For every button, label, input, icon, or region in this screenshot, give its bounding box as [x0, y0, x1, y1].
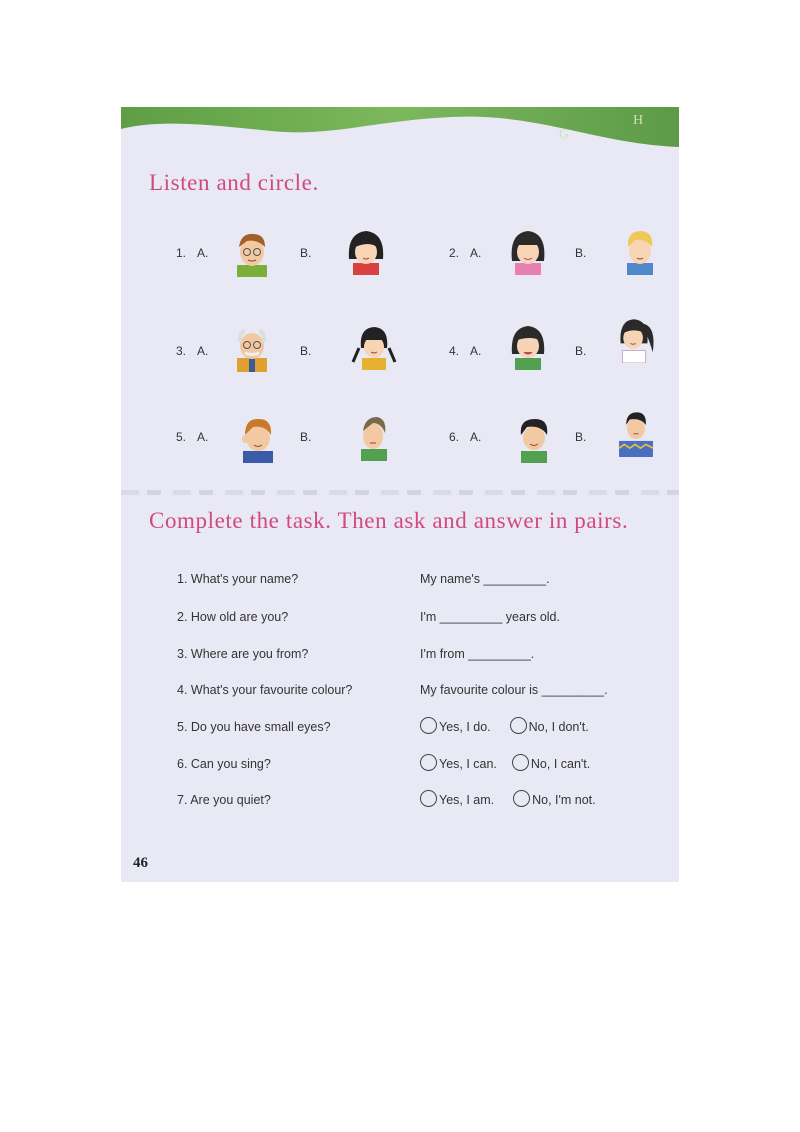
grandpa-face-icon[interactable] — [227, 322, 277, 372]
boy-dark-hair-face-icon[interactable] — [509, 413, 559, 463]
blond-boy-face-icon[interactable] — [615, 225, 665, 275]
no-option-label: No, I don't. — [528, 719, 589, 734]
question: 4. What's your favourite colour? — [177, 683, 353, 697]
option-a-label: A. — [470, 246, 482, 260]
option-b-label: B. — [575, 430, 587, 444]
option-b-label: B. — [300, 430, 312, 444]
option-b-label: B. — [300, 344, 312, 358]
banner-letter-h: H — [633, 113, 644, 128]
option-a-label: A. — [197, 430, 209, 444]
item-number: 4. — [449, 344, 460, 358]
banner-letter-g: G — [559, 127, 570, 142]
question: 3. Where are you from? — [177, 647, 309, 661]
option-b-label: B. — [300, 246, 312, 260]
yes-option-label: Yes, I can. — [439, 756, 497, 771]
item-number: 5. — [176, 430, 187, 444]
answer-blank[interactable]: I'm from _________. — [420, 647, 535, 661]
answer-options — [420, 755, 590, 772]
page-number: 46 — [133, 855, 148, 871]
question: 5. Do you have small eyes? — [177, 720, 331, 734]
no-option-label: No, I'm not. — [532, 792, 596, 807]
question: 1. What's your name? — [177, 572, 299, 586]
textbook-page — [121, 107, 679, 882]
answer-blank[interactable]: My name's _________. — [420, 572, 550, 586]
answer-options — [420, 791, 596, 808]
option-a-label: A. — [470, 344, 482, 358]
item-number: 3. — [176, 344, 187, 358]
girl-ponytail-face-icon[interactable] — [609, 313, 659, 363]
option-a-label: A. — [470, 430, 482, 444]
question: 7. Are you quiet? — [177, 793, 271, 807]
yes-radio-circle[interactable] — [420, 790, 437, 807]
no-radio-circle[interactable] — [512, 754, 529, 771]
question: 6. Can you sing? — [177, 757, 271, 771]
item-number: 6. — [449, 430, 460, 444]
yes-option-label: Yes, I do. — [439, 719, 491, 734]
girl-black-hair-face-icon[interactable] — [341, 225, 391, 275]
section-divider — [121, 490, 679, 495]
boy-glasses-face-icon[interactable] — [227, 227, 277, 277]
item-number: 2. — [449, 246, 460, 260]
no-radio-circle[interactable] — [513, 790, 530, 807]
no-option-label: No, I can't. — [530, 756, 591, 771]
boy-side-view-face-icon[interactable] — [349, 411, 399, 461]
yes-radio-circle[interactable] — [420, 754, 437, 771]
answer-blank[interactable]: My favourite colour is _________. — [420, 683, 608, 697]
girl-green-shirt-face-icon[interactable] — [503, 320, 553, 370]
girl-pigtails-face-icon[interactable] — [349, 320, 399, 370]
boy-sweater-face-icon[interactable] — [611, 407, 661, 457]
section-title-listen: Listen and circle. — [149, 170, 319, 195]
yes-radio-circle[interactable] — [420, 717, 437, 734]
item-number: 1. — [176, 246, 187, 260]
no-radio-circle[interactable] — [510, 717, 527, 734]
question: 2. How old are you? — [177, 610, 289, 624]
yes-option-label: Yes, I am. — [439, 792, 495, 807]
option-b-label: B. — [575, 344, 587, 358]
option-a-label: A. — [197, 246, 209, 260]
answer-options — [420, 718, 589, 735]
green-banner — [121, 107, 679, 147]
option-a-label: A. — [197, 344, 209, 358]
answer-blank[interactable]: I'm _________ years old. — [420, 610, 560, 624]
option-b-label: B. — [575, 246, 587, 260]
section-title-complete: Complete the task. Then ask and answer in pairs. — [149, 508, 629, 533]
boy-blue-shirt-face-icon[interactable] — [233, 413, 283, 463]
girl-pink-shirt-face-icon[interactable] — [503, 225, 553, 275]
